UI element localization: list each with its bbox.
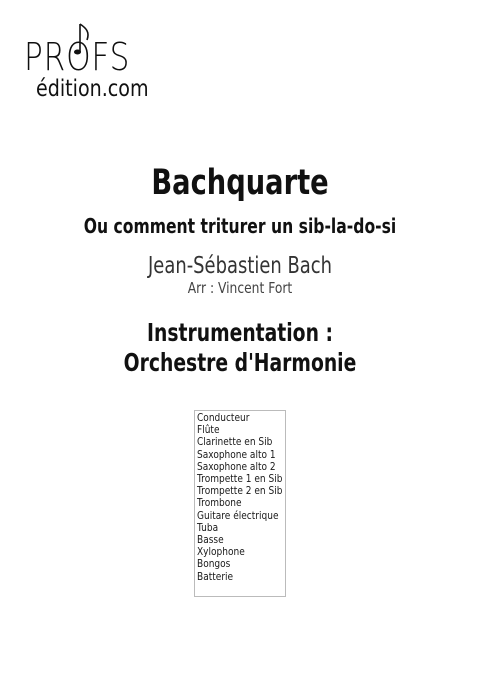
list-item: Basse xyxy=(197,533,224,547)
ensemble-name: Orchestre d'Harmonie xyxy=(123,348,357,377)
list-item: Trompette 2 en Sib xyxy=(197,484,283,498)
instrument-list xyxy=(194,410,286,597)
score-subtitle: Ou comment triturer un sib-la-do-si xyxy=(83,214,397,238)
score-title: Bachquarte xyxy=(151,163,329,203)
list-item: Conducteur xyxy=(197,411,250,424)
list-item: Trombone xyxy=(197,496,242,510)
list-item: Xylophone xyxy=(197,545,245,559)
logo-brand: PROFS xyxy=(24,35,131,79)
list-item: Trompette 1 en Sib xyxy=(197,472,283,486)
arranger-credit: Arr : Vincent Fort xyxy=(187,279,293,297)
instrumentation-heading xyxy=(60,318,420,378)
list-item: Clarinette en Sib xyxy=(197,435,273,449)
logo-subtext: édition.com xyxy=(36,76,149,102)
instrumentation-label: Instrumentation : xyxy=(147,318,333,347)
composer-name: Jean-Sébastien Bach xyxy=(148,253,332,279)
list-item: Guitare électrique xyxy=(197,508,279,522)
publisher-logo xyxy=(20,20,170,105)
list-item: Bongos xyxy=(197,557,231,571)
list-item: Saxophone alto 1 xyxy=(197,447,276,461)
list-item: Saxophone alto 2 xyxy=(197,459,276,473)
list-item: Batterie xyxy=(197,569,234,583)
list-item: Flûte xyxy=(197,423,220,437)
list-item: Tuba xyxy=(197,520,219,534)
